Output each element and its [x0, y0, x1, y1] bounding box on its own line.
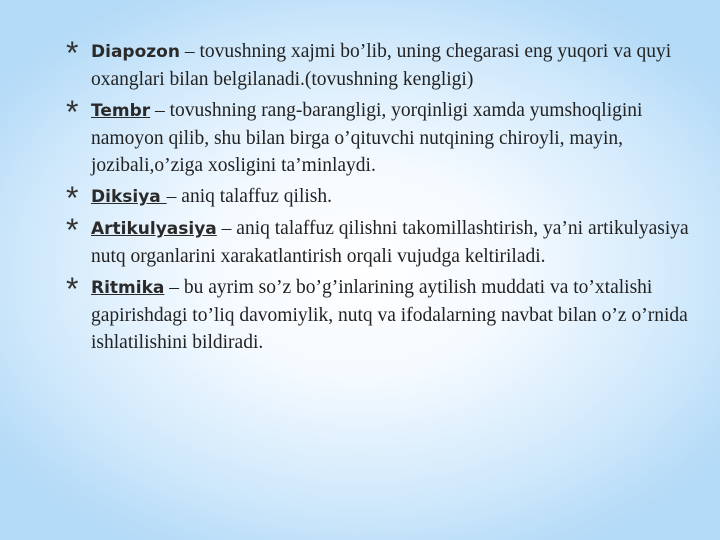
term-diksiya: Diksiya — [91, 187, 167, 207]
definition-diapozon: – tovushning xajmi bo’lib, uning chegarasi eng yuqori va quyi oxanglari bilan belgilanadi.(tovushning kengligi) — [91, 41, 672, 90]
asterisk-bullet-icon: * — [66, 94, 79, 130]
term-tembr: Tembr — [91, 101, 151, 121]
asterisk-bullet-icon: * — [66, 35, 79, 71]
asterisk-bullet-icon: * — [66, 271, 79, 307]
bullet-list — [66, 35, 706, 360]
bullet-item-diapozon — [66, 35, 706, 93]
bullet-item-diksiya — [66, 180, 706, 216]
term-diapozon: Diapozon — [91, 42, 180, 62]
asterisk-bullet-icon: * — [66, 212, 79, 248]
bullet-item-tembr — [66, 94, 706, 179]
asterisk-bullet-icon: * — [66, 180, 79, 216]
bullet-item-ritmika — [66, 271, 706, 356]
definition-tembr: – tovushning rang-barangligi, yorqinligi xamda yumshoqligini namoyon qilib, shu bilan birga o’qituvchi nutqining chiroyli, mayin, jozibali,o’ziga xosligini ta’minlaydi. — [91, 100, 643, 176]
term-ritmika: Ritmika — [91, 278, 165, 298]
term-artikulyasiya: Artikulyasiya — [91, 219, 217, 239]
definition-ritmika: – bu ayrim so’z bo’g’inlarining aytilish muddati va to’xtalishi gapirishdagi to’liq davomiylik, nutq va ifodalarning navbat bilan o’z o’rnida ishlatilishini bildiradi. — [91, 277, 688, 353]
definition-artikulyasiya: – aniq talaffuz qilishni takomillashtirish, ya’ni artikulyasiya nutq organlarini xarakatlantirish orqali vujudga keltiriladi. — [91, 218, 689, 267]
bullet-item-artikulyasiya — [66, 212, 706, 270]
definition-diksiya: – aniq talaffuz qilish. — [166, 186, 333, 207]
